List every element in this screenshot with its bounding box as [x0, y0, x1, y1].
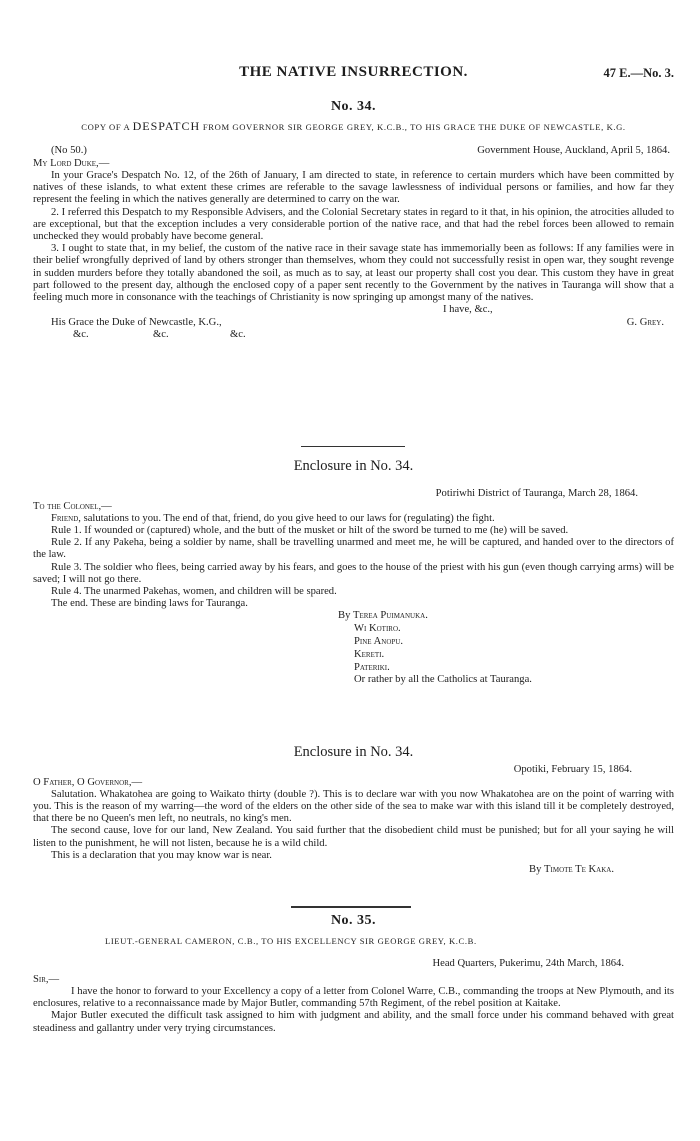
sig-terea: Terea Puimanuka. — [353, 610, 428, 622]
enclosure-p2: The second cause, love for our land, New Zealand. You said further that the disobedient child must be punished; but for all your saying he will listen to the punishment, he will not listen, because he is a wild child. — [33, 825, 674, 849]
enclosure-date-row — [33, 764, 674, 777]
enclosure-signatures: By Terea Puimanuka. Wi Kotiro. Pine Anopu. Kereti. Pateriki. Or rather by all the Catholics at Tauranga. — [338, 610, 674, 687]
paragraph-1: In your Grace's Despatch No. 12, of the 26th of January, I am directed to state, in reference to certain murders which have been committed by natives of these islands, to what extent these crimes are referable to the savage lawlessness of individual persons or families, and how far they represent the feeling in which the natives generally are determined to carry on the war. — [33, 169, 674, 206]
signature-grey: G. Grey. — [626, 316, 664, 328]
signature-timote: Timote Te Kaka. — [544, 863, 614, 875]
enclosure-2 — [33, 744, 674, 876]
despatch-ref: (No 50.) — [51, 145, 87, 157]
rule-1: Rule 1. If wounded or (captured) whole, and the butt of the musket or hilt of the sword be turned to me (he) will be saved. — [51, 524, 569, 536]
divider-rule — [291, 906, 411, 908]
paragraph-2: 2. I referred this Despatch to my Responsible Advisers, and the Colonial Secretary states in regard to it that, in his opinion, the atrocities alluded to are exceptional, but that the exception includes a very considerable portion of the native race, and that had the rebel forces been allowed to remain unchecked they would probably have become general. — [33, 206, 674, 242]
paragraph-3: 3. I ought to state that, in my belief, the custom of the native race in their savage state has immemorially been as follows: If any families were in their belief wrongfully deprived of land by others stronger than themselves, whom they could not successfully resist in open war, they sought revenge in sudden murders before they totally abandoned the soil, as much as to say, at least our property shall cost you dear. This custom they have in great part followed to the present day, although the enclosed copy of a paper sent recently to the Government by the natives in Tauranga will show that a feeling much more in consonance with the teachings of Christianity is now springing up amongst many of the natives. — [33, 243, 674, 303]
sig-pine: Pine Anopu. — [354, 635, 403, 647]
despatch-caption: COPY OF A DESPATCH FROM GOVERNOR SIR GEORGE GREY, K.C.B., TO HIS GRACE THE DUKE OF NEWCASTLE, K.G. — [81, 119, 626, 134]
rule-4: Rule 4. The unarmed Pakehas, women, and children will be spared. — [51, 585, 337, 597]
salutation: My Lord Duke,— — [33, 157, 110, 169]
section-number: No. 34. — [330, 99, 377, 114]
rule-3: Rule 3. The soldier who flees, being carried away by his fears, and goes to the house of the priest with his gun (even though carrying arms) will be saved; I will not go there. — [33, 561, 674, 585]
letter-place-date: Head Quarters, Pukerimu, 24th March, 1864. — [432, 958, 624, 970]
enclosure-heading: Enclosure in No. 34. — [293, 458, 414, 474]
enclosure-to: To the Colonel,— — [33, 500, 112, 512]
sig-catholics: Or rather by all the Catholics at Tauranga. — [354, 674, 532, 686]
ref-date-row — [33, 145, 674, 158]
sig-wi: Wi Kotiro. — [354, 623, 401, 635]
etc-row: &c. &c. &c. — [73, 329, 246, 341]
despatch-place-date: Government House, Auckland, April 5, 1864. — [477, 145, 670, 157]
section-number: No. 35. — [330, 913, 377, 928]
salutation: Sir,— — [33, 973, 60, 985]
letter-p2: Major Butler executed the difficult task assigned to him with judgment and ability, and the small force under his command behaved with great steadiness and gallantry under very trying circumstances. — [33, 1010, 674, 1034]
running-header — [33, 66, 674, 84]
enclosure-date-row — [33, 488, 674, 501]
enclosure-sign-row: By Timote Te Kaka. — [529, 863, 614, 875]
section-no-34 — [33, 101, 674, 342]
enclosure-1 — [33, 458, 674, 687]
enclosure-place-date: Potiriwhi District of Tauranga, March 28, 1864. — [435, 488, 638, 499]
sig-pateriki: Pateriki. — [354, 661, 390, 673]
addressee-row — [33, 317, 674, 330]
enclosure-place-date: Opotiki, February 15, 1864. — [513, 764, 632, 775]
sig-kereti: Kereti. — [354, 648, 385, 660]
section-no-35 — [33, 915, 674, 1035]
enclosure-p3: This is a declaration that you may know war is near. — [51, 849, 272, 861]
enclosure-to: O Father, O Governor,— — [33, 776, 143, 788]
enclosure-end: The end. These are binding laws for Tauranga. — [51, 598, 248, 610]
enclosure-p1: Salutation. Whakatohea are going to Waikato thirty (double ?). This is to declare war with you now Whakatohea are on the point of warring with you. This is the reason of my warring—the word of the elders on the other side of the sea to make war with this island till it be completely destroyed, that there be no Queen's men left, no neutrals, no king's men. — [33, 788, 674, 825]
enclosure-heading: Enclosure in No. 34. — [293, 744, 414, 760]
rule-2: Rule 2. If any Pakeha, being a soldier by name, shall be travelling unarmed and meet me, he will be captured, and handed over to the directors of the law. — [33, 537, 674, 561]
divider-rule — [301, 446, 405, 447]
letter-caption: LIEUT.-GENERAL CAMERON, C.B., TO HIS EXCELLENCY SIR GEORGE GREY, K.C.B. — [105, 936, 477, 947]
letter-p1: I have the honor to forward to your Excellency a copy of a letter from Colonel Warre, C.B., commanding the troops at New Plymouth, and its enclosures, relative to a reconnaissance made by Major Butler, commanding 57th Regiment, of the rebel position at Kaitake. — [33, 985, 674, 1010]
caption-despatch-word: DESPATCH — [132, 119, 201, 134]
closing-row — [33, 304, 674, 317]
addressee: His Grace the Duke of Newcastle, K.G., — [51, 316, 222, 328]
page-reference: 47 E.—No. 3. — [603, 66, 674, 80]
letter-date-row — [33, 958, 674, 971]
running-title: THE NATIVE INSURRECTION. — [239, 64, 468, 80]
enclosure-p1: Friend, salutations to you. The end of that, friend, do you give heed to our laws for (regulating) the fight. — [51, 512, 495, 524]
closing: I have, &c., — [443, 304, 493, 316]
